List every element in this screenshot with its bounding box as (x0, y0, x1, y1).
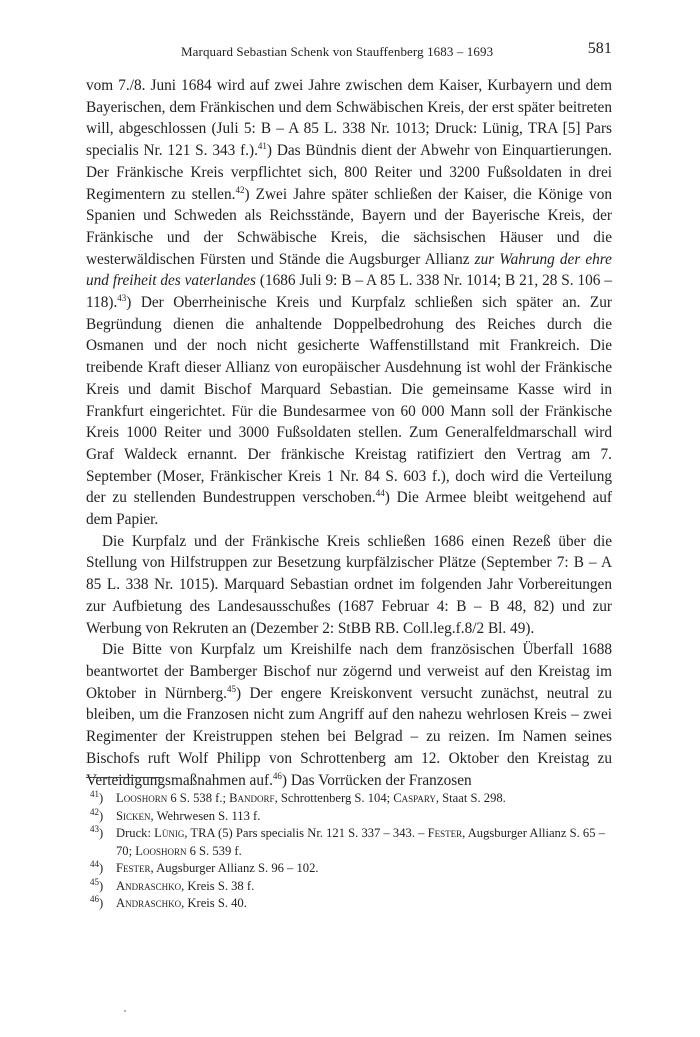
footnote-text (116, 808, 612, 826)
author-name: Andraschko (116, 878, 182, 893)
main-text (86, 75, 612, 791)
text-run: ) Das Bündnis dient der Abwehr von Einquartierungen. Der Fränkische Kreis verpflichtet sich, 800 Reiter und 3200 Fußsoldaten in drei Regimentern zu stellen. (86, 142, 612, 203)
text-run: ) Die Armee bleibt weitgehend auf dem Papier. (86, 489, 613, 529)
author-name: Lünig (154, 826, 185, 840)
footnote-text (116, 860, 612, 878)
text-run: , Kreis S. 40. (181, 896, 247, 910)
author-name: Looshorn (135, 843, 187, 858)
footnote-divider (86, 777, 162, 778)
paragraph-1 (86, 75, 612, 531)
text-run: ) Der Oberrheinische Kreis und Kurpfalz schließen sich später an. Zur Begründung dienen die anhaltende Doppelbedrohung des Reiches durch die Osmanen und der noch nicht gesicherte Waffenstillstand mit Frankreich. Die treibende Kraft dieser Allianz von europäischer Ausdehnung ist wohl der Fränkische Kreis und damit Bischof Marquard Sebastian. Die gemeinsame Kasse wird in Frankfurt eingerichtet. Für die Bundesarmee von 60 000 Mann soll der Fränkische Kreis 1000 Reiter und 3000 Fußsoldaten stellen. Zum Generalfeldmarschall wird Graf Waldeck ernannt. Der fränkische Kreistag ratifiziert den Vertrag am 7. September (Moser, Fränkischer Kreis 1 Nr. 84 S. 603 f.), doch wird die Verteilung der zu stellenden Bundestruppen verschoben. (86, 294, 612, 507)
text-run: Druck: (116, 826, 155, 840)
author-name: Fester (427, 826, 463, 840)
text-run: , Staat S. 298. (435, 791, 506, 805)
text-run: Die Bitte von Kurpfalz um Kreishilfe nach dem französischen Überfall 1688 beantwortet der Bamberger Bischof nur zögernd und verweist auf den Kreistag im Oktober in Nürnberg. (86, 641, 612, 702)
footnotes (90, 790, 612, 913)
footnote (90, 895, 612, 913)
footnote-number-value: 45 (90, 876, 99, 887)
paragraph-3 (86, 639, 612, 791)
footnote-ref-45[interactable]: 45 (226, 683, 236, 694)
text-run: , Schrottenberg S. 104; (274, 791, 394, 805)
text-run: ) Der engere Kreiskonvent versucht zunächst, neutral zu bleiben, um die Franzosen nicht zum Angriff auf den nahezu wehrlosen Kreis – zwei Regimenter der Kreistruppen stehen bei Belgrad – zu reizen. Im Namen seines Bischofs ruft Wolf Philipp von Schrottenberg am 12. Oktober den Kreistag zu Verteidigungsmaßnahmen auf. (86, 684, 612, 789)
footnote (90, 860, 612, 878)
footnote-number: $^{42}$) (90, 806, 104, 823)
author-name: Bandorf (229, 791, 275, 805)
text-run: vom 7./8. Juni 1684 wird auf zwei Jahre zwischen dem Kaiser, Kurbayern und dem Bayerischen, dem Fränkischen und dem Schwäbischen Kreis, der erst später beitreten will, abgeschlossen (Juli 5: B – A 85 L. 338 Nr. 1013; Druck: Lünig, TRA [5] Pars specialis Nr. 121 S. 343 f.). (86, 77, 612, 160)
footnote (90, 790, 612, 808)
footnote-ref-42[interactable]: 42 (235, 184, 245, 195)
text-run: 6 S. 539 f. (186, 843, 242, 858)
footnote-text (116, 790, 612, 808)
footnote-number: $^{43}$) (90, 823, 104, 840)
text-run: (1686 Juli 9: B – A 85 L. 338 Nr. 1014; B 21, 28 S. 106 – 118). (86, 272, 612, 312)
page-speck (124, 1010, 126, 1012)
text-run: 6 S. 538 f.; (167, 791, 230, 805)
paragraph-2: Die Kurpfalz und der Fränkische Kreis schließen 1686 einen Rezeß über die Stellung von Hilfstruppen zur Besetzung kurpfälzischer Plätze (September 7: B – A 85 L. 338 Nr. 1015). Marquard Sebastian ordnet im folgenden Jahr Vorbereitungen zur Aufbietung des Landesausschußes (1687 Februar 4: B – B 48, 82) und zur Werbung von Rekruten an (Dezember 2: StBB RB. Coll.leg.f.8/2 Bl. 49). (86, 532, 612, 637)
footnote-number-value: 43 (90, 823, 99, 834)
footnote-text (116, 895, 612, 913)
footnote-text (116, 825, 612, 860)
footnote-text (116, 878, 612, 896)
running-title: Marquard Sebastian Schenk von Stauffenberg 1683 – 1693 (181, 44, 494, 59)
author-name: Looshorn (116, 791, 168, 805)
footnote-number-value: 44 (90, 858, 99, 869)
footnote (90, 878, 612, 896)
text-run: , TRA (5) Pars specialis Nr. 121 S. 337 – 343. – (184, 826, 428, 840)
footnote-ref-41[interactable]: 41 (257, 141, 267, 152)
author-name: Sicken (116, 808, 151, 823)
text-run: ) Das Vorrücken der Franzosen (281, 771, 472, 789)
text-run: ) Zwei Jahre später schließen der Kaiser, die Könige von Spanien und Schweden als Reichsstände, Bayern und der Bayerische Kreis, der Fränkische und der Schwäbische Kreis, die sächsischen Häuser und die westerwäldischen Fürsten und Stände die Augsburger Allianz (86, 185, 612, 268)
footnote-number-value: 42 (90, 806, 99, 817)
footnote-number: $^{41}$) (90, 788, 104, 805)
footnote-number: $^{45}$) (90, 876, 104, 893)
footnote-ref-44[interactable]: 44 (375, 488, 385, 499)
author-name: Fester (116, 861, 151, 875)
footnote-number-value: 46 (90, 893, 99, 904)
text-run: , Kreis S. 38 f. (181, 878, 255, 893)
author-name: Caspary (393, 791, 436, 805)
footnote-number: $^{46}$) (90, 893, 104, 910)
footnote (90, 825, 612, 860)
text-run: , Augsburger Allianz S. 65 – 70; (116, 826, 605, 858)
running-header (86, 40, 612, 62)
footnote-number-value: 41 (90, 788, 99, 799)
footnote-ref-46[interactable]: 46 (272, 770, 282, 781)
page-number: 581 (587, 40, 612, 57)
italic-quote: zur Wahrung der ehre und freiheit des vaterlandes (86, 250, 612, 290)
footnote (90, 808, 612, 826)
footnote-number: $^{44}$) (90, 858, 104, 875)
text-run: , Wehrwesen S. 113 f. (150, 808, 261, 823)
author-name: Andraschko (116, 896, 182, 910)
footnote-ref-43[interactable]: 43 (117, 292, 127, 303)
text-run: , Augsburger Allianz S. 96 – 102. (150, 861, 319, 875)
